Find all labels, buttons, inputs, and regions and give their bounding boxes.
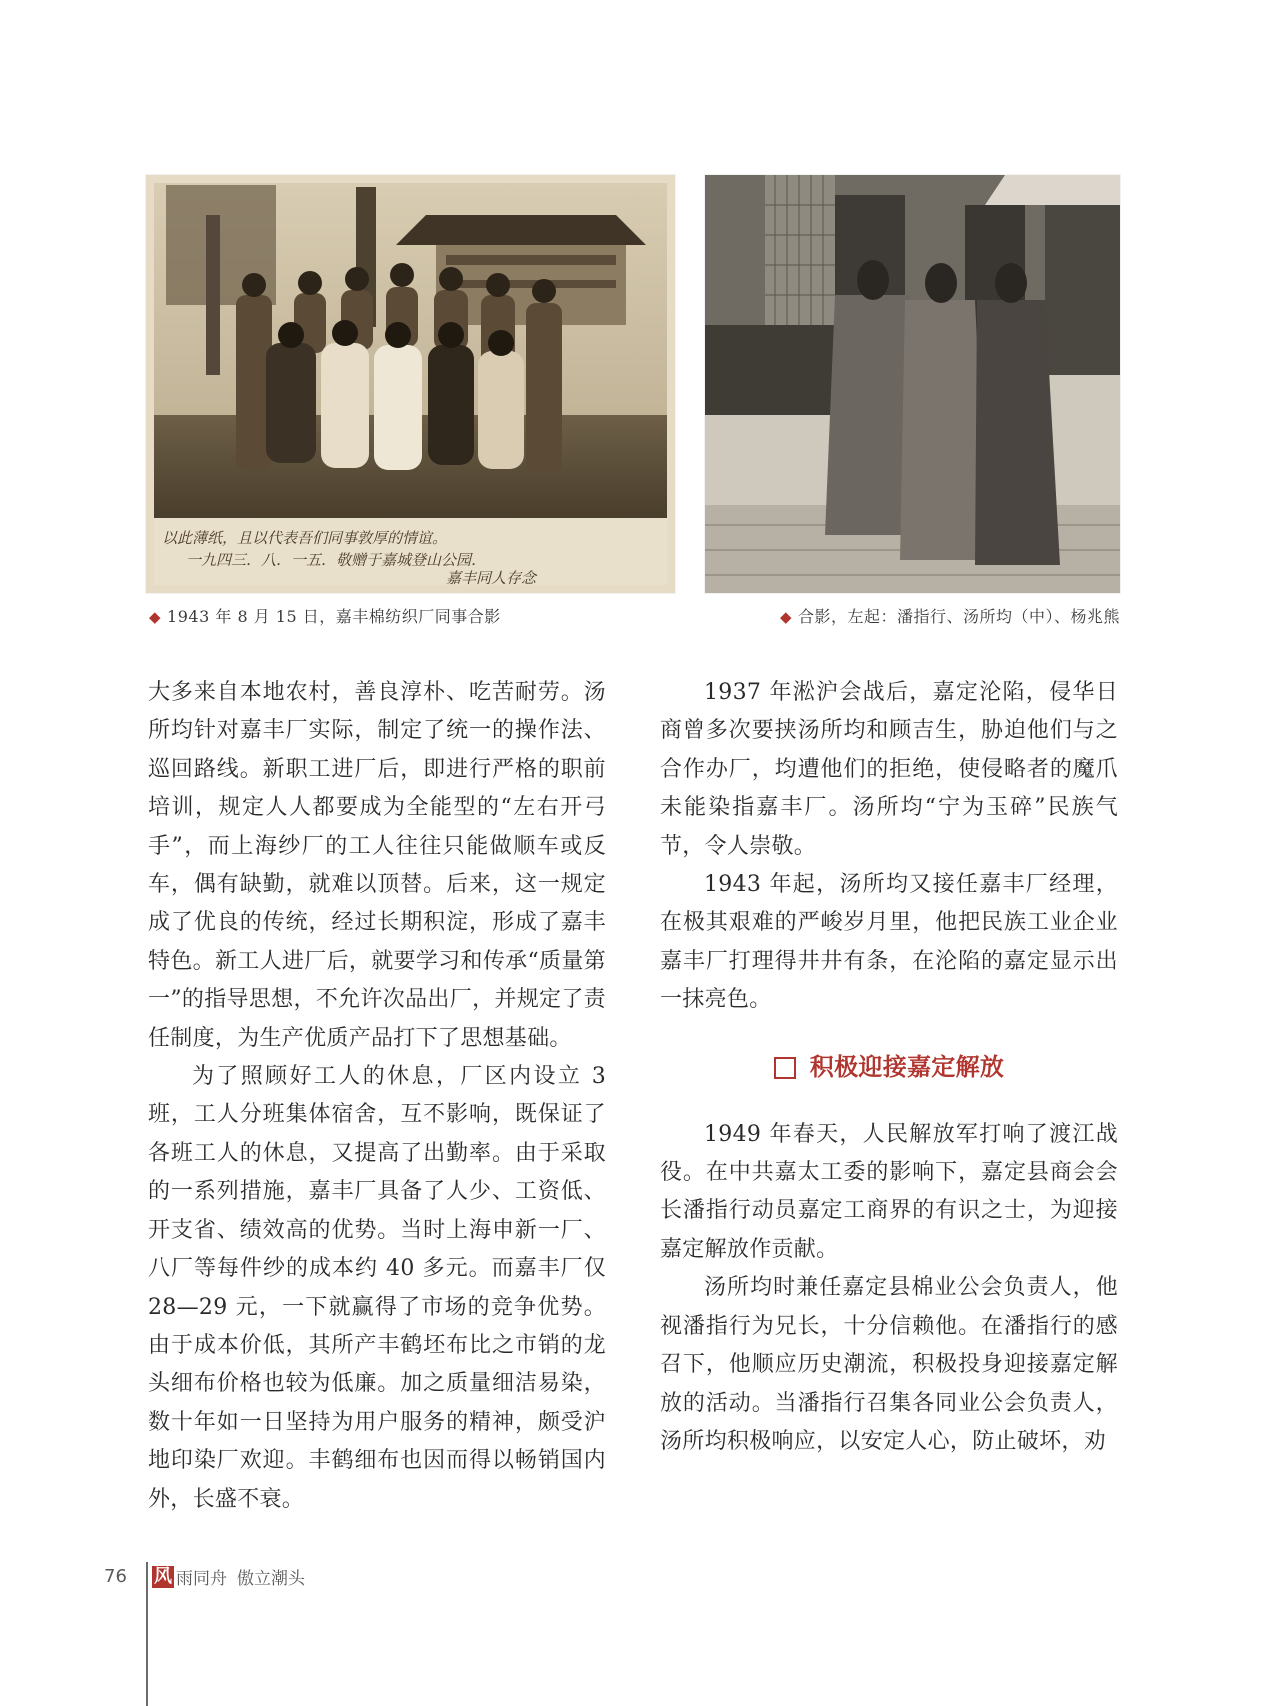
photo-caption-right <box>780 604 1120 627</box>
page-number: 76 <box>104 1566 127 1587</box>
paragraph: 大多来自本地农村，善良淳朴、吃苦耐劳。汤所均针对嘉丰厂实际，制定了统一的操作法、巡回路线。新职工进厂后，即进行严格的职前培训，规定人人都要成为全能型的“左右开弓手”，而上海纱厂的工人往往只能做顺车或反车，偶有缺勤，就难以顶替。后来，这一规定成了优良的传统，经过长期积淀，形成了嘉丰特色。新工人进厂后，就要学习和传承“质量第一”的指导思想，不允许次品出厂，并规定了责任制度，为生产优质产品打下了思想基础。 <box>148 680 606 1051</box>
three-men-photo-image <box>705 175 1120 593</box>
paragraph: 为了照顾好工人的休息，厂区内设立 3 班，工人分班集体宿舍，互不影响，既保证了各班工人的休息，又提高了出勤率。由于采取的一系列措施，嘉丰厂具备了人少、工资低、开支省、绩效高的优势。当时上海申新一厂、八厂等每件纱的成本约 40 多元。而嘉丰厂仅 28—29 元，一下就赢得了市场的竞争优势。由于成本价低，其所产丰鹤坯布比之市销的龙头细布价格也较为低廉。加之质量细洁易染，数十年如一日坚持为用户服务的精神，颇受沪地印染厂欢迎。丰鹤细布也因而得以畅销国内外，长盛不衰。 <box>148 1064 606 1512</box>
right-text-column <box>660 674 1118 1461</box>
diamond-bullet-icon: ◆ <box>779 608 792 626</box>
inscription-line-1: 以此薄纸，且以代表吾们同事敦厚的情谊。 <box>162 529 448 547</box>
square-bullet-icon <box>774 1057 796 1079</box>
section-heading-text: 积极迎接嘉定解放 <box>809 1053 1005 1082</box>
caption-right-text: 合影，左起：潘指行、汤所均（中）、杨兆熊 <box>797 607 1120 626</box>
running-title <box>152 1564 305 1589</box>
photo-caption-left <box>149 604 501 627</box>
running-title-part1: 雨同舟 <box>176 1569 227 1589</box>
inscription-line-3: 嘉丰同人存念 <box>446 569 537 587</box>
left-text-column <box>148 674 606 1519</box>
group-photo-image <box>146 175 675 593</box>
section-heading <box>660 1042 1118 1094</box>
paragraph: 1943 年起，汤所均又接任嘉丰厂经理，在极其艰难的严峻岁月里，他把民族工业企业嘉丰厂打理得井井有条，在沦陷的嘉定显示出一抹亮色。 <box>660 872 1118 1013</box>
group-photo-1943 <box>146 175 675 593</box>
three-men-photo <box>705 175 1120 593</box>
caption-left-text: 1943 年 8 月 15 日，嘉丰棉纺织厂同事合影 <box>167 607 501 626</box>
inscription-line-2: 一九四三．八．一五．敬赠于嘉城登山公园． <box>186 551 487 569</box>
paragraph: 汤所均时兼任嘉定县棉业公会负责人，他视潘指行为兄长，十分信赖他。在潘指行的感召下，他顺应历史潮流，积极投身迎接嘉定解放的活动。当潘指行召集各同业公会负责人，汤所均积极响应，以安定人心，防止破坏，劝 <box>660 1275 1118 1454</box>
paragraph: 1937 年淞沪会战后，嘉定沦陷，侵华日商曾多次要挟汤所均和顾吉生，胁迫他们与之合作办厂，均遭他们的拒绝，使侵略者的魔爪未能染指嘉丰厂。汤所均“宁为玉碎”民族气节，令人崇敬。 <box>660 680 1118 859</box>
footer-divider <box>146 1562 148 1706</box>
paragraph: 1949 年春天，人民解放军打响了渡江战役。在中共嘉太工委的影响下，嘉定县商会会长潘指行动员嘉定工商界的有识之士，为迎接嘉定解放作贡献。 <box>660 1121 1118 1262</box>
book-logo-mark: 风 <box>154 1565 172 1587</box>
running-title-part2: 傲立潮头 <box>237 1569 305 1589</box>
diamond-bullet-icon: ◆ <box>149 608 162 626</box>
